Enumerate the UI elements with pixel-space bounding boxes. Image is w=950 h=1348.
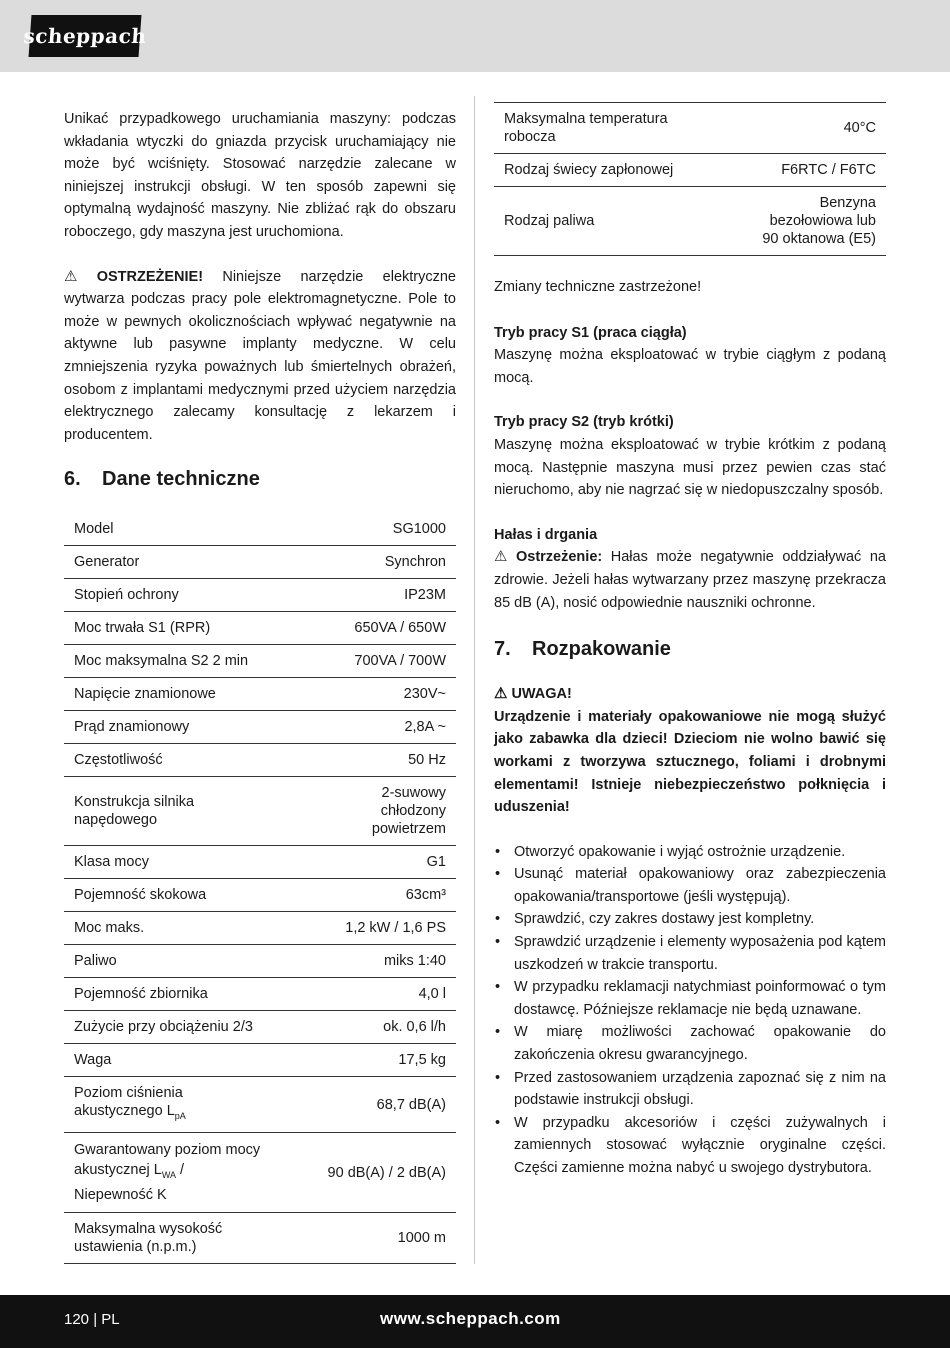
spec-row <box>64 1011 456 1044</box>
spec-value: G1 <box>272 846 456 879</box>
spec-row <box>64 645 456 678</box>
section-heading-tech <box>64 468 456 491</box>
spec-row <box>64 612 456 645</box>
list-item: • W przypadku reklamacji natychmiast poinformować o tym dostawcę. Późniejsze reklamacje nie będą uznawane. <box>494 976 886 1021</box>
spec-value: 1,2 kW / 1,6 PS <box>272 912 456 945</box>
list-item: • W przypadku akcesoriów i części zużywalnych i zamiennych stosować wyłącznie oryginalne części. Części zamienne można nabyć u swojego dystrybutora. <box>494 1112 886 1180</box>
spec-key-text: Gwarantowany poziom mocy akustycznej L <box>74 1142 261 1179</box>
spec-key: Napięcie znamionowe <box>64 678 272 711</box>
spec-value: 2,8A ~ <box>272 711 456 744</box>
spec-table-cont <box>494 102 886 256</box>
spec-row <box>494 187 886 256</box>
warning-triangle-icon: ⚠ <box>494 685 508 703</box>
section-number: 6. <box>64 468 81 491</box>
changes-note: Zmiany techniczne zastrzeżone! <box>494 279 702 295</box>
spec-key: Częstotliwość <box>64 744 272 777</box>
header-bar <box>0 0 950 72</box>
warning-text: Niniejsze narzędzie elektryczne wytwarza podczas pracy pole elektromagnetyczne. Pole to może w pewnych okolicznościach wpływać negatywnie na aktywne lub pasywne implanty medyczne. W celu zmniejszenia ryzyka poważnych lub śmiertelnych obrażeń, osobom z implantami medycznymi przed użyciem narzędzia elektrycznego zalecamy konsultację z lekarzem i producentem. <box>64 268 456 443</box>
brand-logo: scheppach <box>29 15 142 57</box>
spec-key: Rodzaj paliwa <box>494 187 704 256</box>
spec-key: Klasa mocy <box>64 846 272 879</box>
list-item: • Otworzyć opakowanie i wyjąć ostrożnie urządzenie. <box>494 841 886 864</box>
spec-value: ok. 0,6 l/h <box>272 1011 456 1044</box>
spec-key-slash: / <box>176 1162 185 1179</box>
spec-table <box>64 513 456 1264</box>
spec-value: 17,5 kg <box>272 1044 456 1077</box>
spec-key: Generator <box>64 546 272 579</box>
spec-key: Zużycie przy obciążeniu 2/3 <box>64 1011 272 1044</box>
spec-key: Moc maks. <box>64 912 272 945</box>
warning-triangle-icon: ⚠ <box>494 548 512 566</box>
spec-key: Pojemność zbiornika <box>64 978 272 1011</box>
s1-heading: Tryb pracy S1 (praca ciągła) <box>494 324 687 341</box>
spec-value: 40°C <box>704 103 886 154</box>
spec-key: Pojemność skokowa <box>64 879 272 912</box>
spec-row <box>64 678 456 711</box>
spec-key: Stopień ochrony <box>64 579 272 612</box>
s2-text: Maszynę można eksploatować w trybie krótkim z podaną mocą. Następnie maszyna musi przez pewien czas stać nieruchomo, aby nie nagrzać się w niedopuszczalny sposób. <box>494 436 886 499</box>
list-item: • Usunąć materiał opakowaniowy oraz zabezpieczenia opakowania/transportowe (jeśli występują). <box>494 863 886 908</box>
spec-value: miks 1:40 <box>272 945 456 978</box>
noise-warning <box>494 546 886 614</box>
s1-text: Maszynę można eksploatować w trybie ciągłym z podaną mocą. <box>494 347 886 386</box>
spec-value: 1000 m <box>272 1213 456 1264</box>
spec-value: 63cm³ <box>272 879 456 912</box>
section-heading-unpacking <box>494 638 886 661</box>
caution-heading <box>494 683 886 706</box>
emf-warning <box>64 266 456 447</box>
spec-row <box>494 103 886 154</box>
section-title: Dane techniczne <box>102 468 260 491</box>
spec-value: 50 Hz <box>272 744 456 777</box>
spec-row <box>64 777 456 846</box>
footer-bar <box>0 1295 950 1348</box>
spec-row <box>494 154 886 187</box>
spec-value: 2-suwowy chłodzony powietrzem <box>272 777 456 846</box>
spec-row <box>64 711 456 744</box>
spec-value: 230V~ <box>272 678 456 711</box>
spec-key <box>64 1133 272 1213</box>
s2-heading: Tryb pracy S2 (tryb krótki) <box>494 414 674 431</box>
spec-value: 700VA / 700W <box>272 645 456 678</box>
spec-value: F6RTC / F6TC <box>704 154 886 187</box>
section-number: 7. <box>494 638 511 661</box>
spec-value: 68,7 dB(A) <box>272 1077 456 1133</box>
spec-row <box>64 978 456 1011</box>
noise-heading: Hałas i drgania <box>494 526 598 543</box>
noise-warning-text: Hałas może negatywnie oddziaływać na zdrowie. Jeżeli hałas wytwarzany przez maszynę przekracza 85 dB (A), nosić odpowiednie nauszniki ochronne. <box>494 549 886 611</box>
spec-row <box>64 945 456 978</box>
spec-key: Moc trwała S1 (RPR) <box>64 612 272 645</box>
caution-text: Urządzenie i materiały opakowaniowe nie mogą służyć jako zabawka dla dzieci! Dzieciom nie wolno bawić się workami z tworzywa sztucznego, foliami i drobnymi elementami! Istnieje niebezpieczeństwo połknięcia i uduszenia! <box>494 708 886 816</box>
warning-label: OSTRZEŻENIE! <box>96 268 204 285</box>
spec-row-sound-pressure <box>64 1077 456 1133</box>
list-item: • Sprawdzić urządzenie i elementy wyposażenia pod kątem uszkodzeń w trakcie transportu. <box>494 931 886 976</box>
list-item: • Przed zastosowaniem urządzenia zapoznać się z nim na podstawie instrukcji obsługi. <box>494 1067 886 1112</box>
spec-row <box>64 912 456 945</box>
spec-key: Model <box>64 513 272 546</box>
page-number: 120 | PL <box>64 1311 120 1328</box>
spec-key: Konstrukcja silnika napędowego <box>64 777 272 846</box>
spec-key-subscript: pA <box>174 1111 186 1122</box>
spec-key: Rodzaj świecy zapłonowej <box>494 154 704 187</box>
warning-triangle-icon: ⚠ <box>64 267 93 285</box>
spec-value: SG1000 <box>272 513 456 546</box>
left-column <box>64 108 456 1264</box>
list-item: • W miarę możliwości zachować opakowanie do zakończenia okresu gwarancyjnego. <box>494 1021 886 1066</box>
spec-row <box>64 846 456 879</box>
noise-warning-label: Ostrzeżenie: <box>515 549 603 566</box>
spec-row <box>64 744 456 777</box>
spec-value: Synchron <box>272 546 456 579</box>
spec-key-subscript: WA <box>161 1170 177 1181</box>
spec-key: Paliwo <box>64 945 272 978</box>
spec-key: Maksymalna wysokość ustawienia (n.p.m.) <box>64 1213 272 1264</box>
spec-key: Moc maksymalna S2 2 min <box>64 645 272 678</box>
spec-value: IP23M <box>272 579 456 612</box>
caution-label: UWAGA! <box>511 686 572 703</box>
spec-value: 4,0 l <box>272 978 456 1011</box>
spec-value: Benzyna bezołowiowa lub 90 oktanowa (E5) <box>704 187 886 256</box>
spec-row <box>64 1044 456 1077</box>
intro-paragraph: Unikać przypadkowego uruchamiania maszyny: podczas wkładania wtyczki do gniazda przycisk uruchamiający nie może być wciśnięty. Stosować narzędzie zalecane w niniejszej instrukcji obsługi. W ten sposób zapewni się optymalną wydajność maszyny. Nie zbliżać rąk do obszaru roboczego, gdy maszyna jest uruchomiona. <box>64 111 456 240</box>
spec-value: 650VA / 650W <box>272 612 456 645</box>
column-divider <box>474 96 475 1264</box>
spec-key-uncertainty: Niepewność K <box>74 1187 167 1204</box>
section-title: Rozpakowanie <box>532 638 671 661</box>
spec-row-altitude <box>64 1213 456 1264</box>
list-item: • Sprawdzić, czy zakres dostawy jest kompletny. <box>494 908 886 931</box>
spec-row <box>64 513 456 546</box>
spec-key: Waga <box>64 1044 272 1077</box>
spec-row-sound-power <box>64 1133 456 1213</box>
spec-key-text: Poziom ciśnienia akustycznego L <box>74 1085 183 1120</box>
spec-value: 90 dB(A) / 2 dB(A) <box>272 1133 456 1213</box>
spec-row <box>64 879 456 912</box>
website-link[interactable]: www.scheppach.com <box>380 1309 561 1328</box>
spec-row <box>64 579 456 612</box>
spec-row <box>64 546 456 579</box>
unpacking-list <box>494 841 886 1180</box>
spec-key <box>64 1077 272 1133</box>
right-column <box>494 102 886 1180</box>
spec-key: Prąd znamionowy <box>64 711 272 744</box>
spec-key: Maksymalna temperatura robocza <box>494 103 704 154</box>
